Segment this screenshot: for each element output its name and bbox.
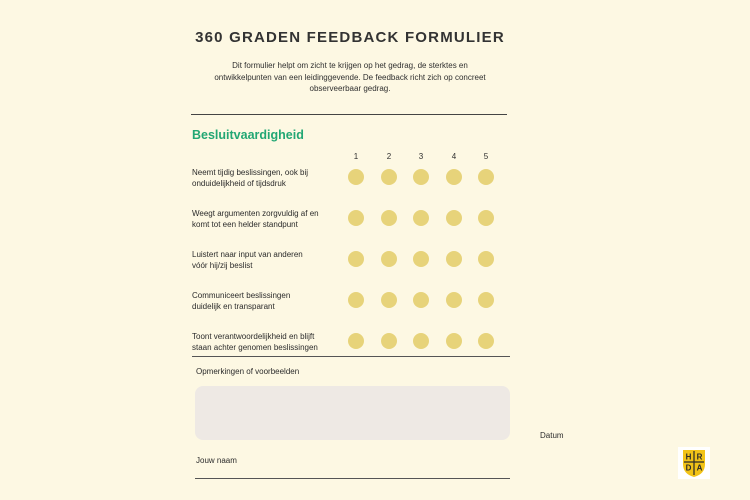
- intro-line: Dit formulier helpt om zicht te krijgen op het gedrag, de sterktes en: [232, 61, 468, 70]
- company-logo: [678, 447, 710, 479]
- scale-header-4: 4: [451, 152, 457, 161]
- logo-letter: A: [696, 463, 703, 473]
- question-line: staan achter genomen beslissingen: [192, 343, 318, 352]
- rating-option-3[interactable]: [413, 333, 429, 349]
- question-line: Toont verantwoordelijkheid en blijft: [192, 332, 315, 341]
- rating-option-1[interactable]: [348, 210, 364, 226]
- rating-option-3[interactable]: [413, 251, 429, 267]
- page-title: 360 GRADEN FEEDBACK FORMULIER: [195, 29, 505, 46]
- rating-option-5[interactable]: [478, 292, 494, 308]
- question-line: Luistert naar input van anderen: [192, 250, 303, 259]
- scale-header-2: 2: [386, 152, 392, 161]
- intro-line: observeerbaar gedrag.: [309, 84, 391, 93]
- logo-letter: D: [685, 463, 692, 473]
- rating-option-2[interactable]: [381, 292, 397, 308]
- scale-header-1: 1: [353, 152, 359, 161]
- divider: [191, 114, 507, 115]
- rating-option-2[interactable]: [381, 210, 397, 226]
- scale-header-3: 3: [418, 152, 424, 161]
- rating-option-4[interactable]: [446, 210, 462, 226]
- rating-option-2[interactable]: [381, 251, 397, 267]
- rating-option-1[interactable]: [348, 292, 364, 308]
- rating-option-4[interactable]: [446, 292, 462, 308]
- name-input-line[interactable]: [195, 478, 510, 479]
- logo-letter: H: [685, 452, 692, 462]
- question-line: duidelijk en transparant: [192, 302, 275, 311]
- rating-option-4[interactable]: [446, 333, 462, 349]
- question-label: [192, 208, 347, 230]
- divider: [192, 356, 510, 357]
- rating-option-2[interactable]: [381, 333, 397, 349]
- rating-option-1[interactable]: [348, 169, 364, 185]
- intro-text: [190, 60, 510, 95]
- logo-letter: R: [696, 452, 703, 462]
- question-line: Communiceert beslissingen: [192, 291, 291, 300]
- name-label: Jouw naam: [196, 456, 237, 465]
- rating-option-3[interactable]: [413, 210, 429, 226]
- rating-option-2[interactable]: [381, 169, 397, 185]
- question-line: onduidelijkheid of tijdsdruk: [192, 179, 286, 188]
- remarks-textarea[interactable]: [195, 386, 510, 440]
- question-label: [192, 290, 347, 312]
- question-line: Neemt tijdig beslissingen, ook bij: [192, 168, 309, 177]
- scale-header-5: 5: [483, 152, 489, 161]
- date-label: Datum: [540, 431, 564, 440]
- question-label: [192, 249, 347, 271]
- rating-option-3[interactable]: [413, 169, 429, 185]
- section-title: Besluitvaardigheid: [192, 128, 304, 142]
- remarks-label: Opmerkingen of voorbeelden: [196, 367, 300, 376]
- rating-option-4[interactable]: [446, 251, 462, 267]
- question-line: vóór hij/zij beslist: [192, 261, 253, 270]
- question-label: [192, 331, 347, 353]
- question-label: [192, 167, 347, 189]
- question-line: Weegt argumenten zorgvuldig af en: [192, 209, 319, 218]
- logo-mark: [678, 447, 710, 479]
- rating-option-5[interactable]: [478, 169, 494, 185]
- rating-option-1[interactable]: [348, 251, 364, 267]
- rating-option-5[interactable]: [478, 210, 494, 226]
- intro-line: ontwikkelpunten van een leidinggevende. De feedback richt zich op concreet: [214, 72, 486, 82]
- rating-option-4[interactable]: [446, 169, 462, 185]
- rating-option-5[interactable]: [478, 333, 494, 349]
- question-line: komt tot een helder standpunt: [192, 220, 298, 229]
- rating-option-5[interactable]: [478, 251, 494, 267]
- rating-option-3[interactable]: [413, 292, 429, 308]
- rating-option-1[interactable]: [348, 333, 364, 349]
